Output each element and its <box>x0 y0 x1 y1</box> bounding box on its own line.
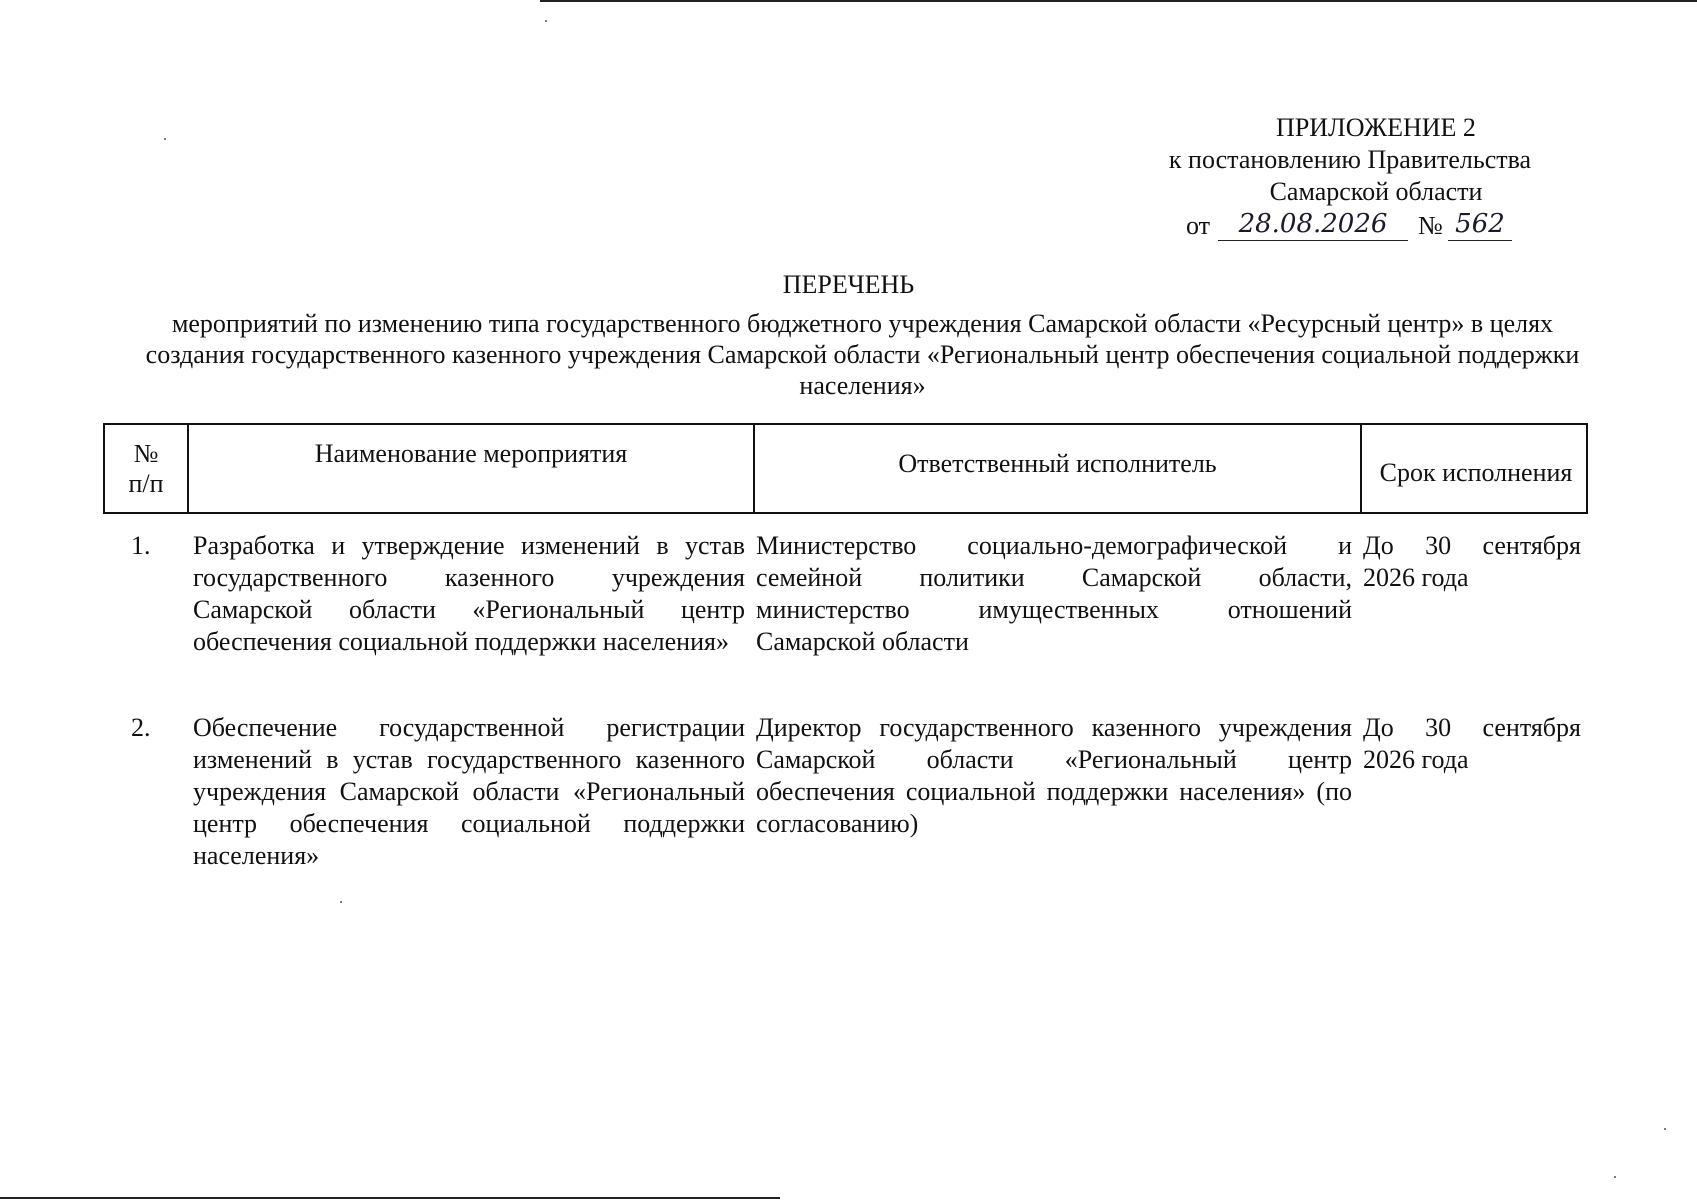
document-title: ПЕРЕЧЕНЬ <box>782 270 915 299</box>
appendix-block <box>1100 112 1600 242</box>
row-responsible: Директор государственного казенного учреждения Самарской области «Региональный центр обеспечения социальной поддержки населения» (по согласованию) <box>756 713 1352 838</box>
row-event-name: Обеспечение государственной регистрации изменений в устав государственного казенного учреждения Самарской области «Региональный центр обеспечения социальной поддержки населения» <box>193 713 745 870</box>
header-responsible-label: Ответственный исполнитель <box>898 449 1217 478</box>
scan-edge-top <box>540 0 1697 2</box>
header-responsible <box>755 425 1362 512</box>
header-deadline-label: Срок исполнения <box>1379 457 1573 487</box>
scan-speck <box>545 20 547 22</box>
header-name <box>189 425 755 512</box>
appendix-decree-line: к постановлению Правительства <box>1168 145 1532 174</box>
scan-speck <box>1664 1128 1666 1130</box>
header-name-label: Наименование мероприятия <box>314 439 628 468</box>
header-deadline <box>1362 425 1590 512</box>
appendix-region-line: Самарской области <box>1269 177 1483 206</box>
row-responsible: Министерство социально-демографической и семейной политики Самарской области, министерство имущественных отношений Самарской области <box>756 531 1352 656</box>
row-event-name: Разработка и утверждение изменений в устав государственного казенного учреждения Самарской области «Региональный центр обеспечения социальной поддержки населения» <box>193 531 745 656</box>
date-prefix: от <box>1186 211 1211 240</box>
row-number: 1. <box>131 531 151 560</box>
header-num-label: № п/п <box>128 438 164 498</box>
number-prefix: № <box>1418 211 1443 240</box>
scan-speck <box>1614 1176 1616 1178</box>
document-subtitle: мероприятий по изменению типа государственного бюджетного учреждения Самарской области «Ресурсный центр» в целях создания государственного казенного учреждения Самарской области «Региональный центр обеспечения социальной поддержки населения» <box>145 309 1580 400</box>
scan-speck <box>340 901 342 903</box>
appendix-title: ПРИЛОЖЕНИЕ 2 <box>1276 113 1476 142</box>
handwritten-date: 28.08.2026 <box>1218 208 1408 241</box>
table-header <box>103 423 1588 514</box>
handwritten-number: 562 <box>1448 208 1512 241</box>
scan-speck <box>164 138 166 140</box>
scan-edge-bottom <box>0 1197 780 1199</box>
appendix-date-number-row <box>1100 208 1600 242</box>
row-number: 2. <box>131 713 151 742</box>
row-deadline: До 30 сентября 2026 года <box>1363 713 1581 774</box>
row-deadline: До 30 сентября 2026 года <box>1363 531 1581 592</box>
header-num <box>105 425 189 512</box>
